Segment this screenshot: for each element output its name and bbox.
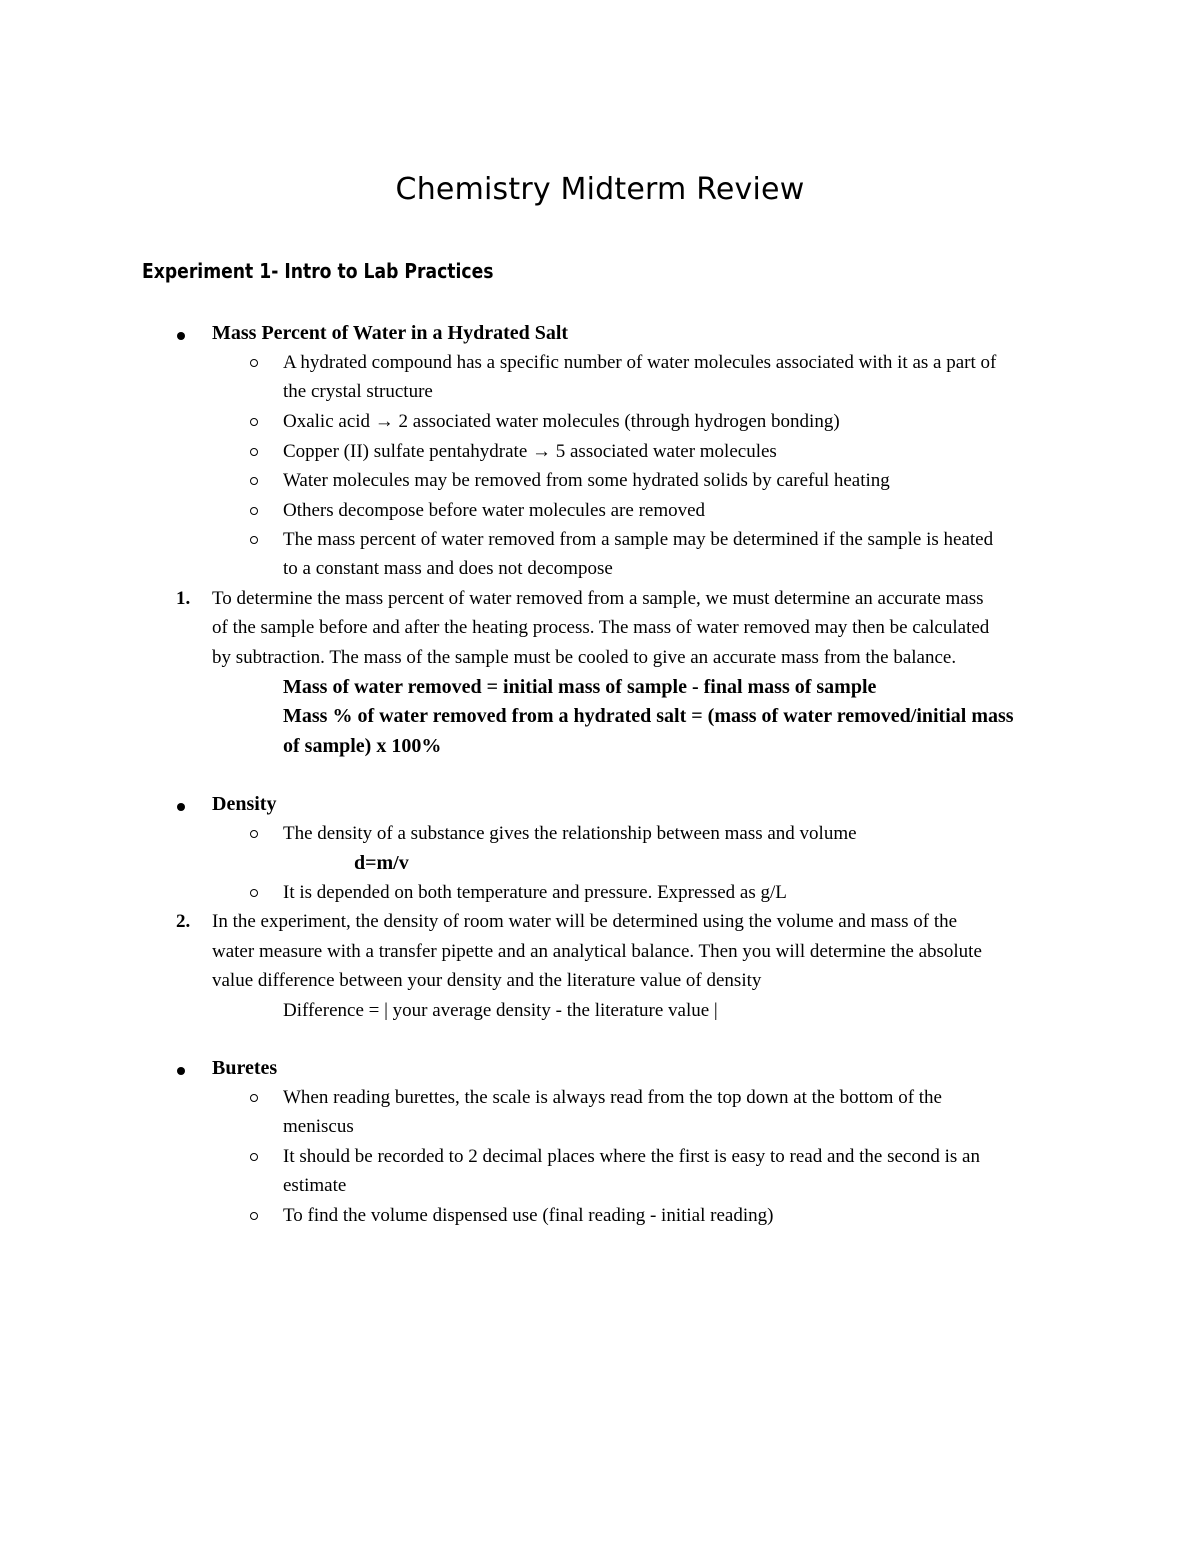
topic-density: Density (212, 793, 277, 815)
bullet-icon (177, 803, 185, 811)
sub-bullet-icon (250, 418, 258, 426)
list-item: To find the volume dispensed use (final reading - initial reading) (283, 1205, 774, 1226)
page-title: Chemistry Midterm Review (395, 172, 805, 207)
list-item: The density of a substance gives the relationship between mass and volume (283, 823, 857, 844)
sub-bullet-icon (250, 448, 258, 456)
sub-bullet-icon (250, 1094, 258, 1102)
list-item: Oxalic acid → 2 associated water molecules (through hydrogen bonding) (283, 411, 840, 432)
list-item: Others decompose before water molecules are removed (283, 500, 706, 521)
formula-continued: of sample) x 100% (283, 735, 442, 757)
difference-formula: Difference = | your average density - the literature value | (283, 1000, 718, 1021)
paragraph-line: value difference between your density and the literature value of density (212, 970, 762, 991)
list-item: It should be recorded to 2 decimal places where the first is easy to read and the second is an (283, 1146, 980, 1167)
numbered-marker: 2. (176, 911, 191, 932)
list-item: A hydrated compound has a specific number of water molecules associated with it as a part of (283, 352, 997, 373)
numbered-marker: 1. (176, 588, 191, 609)
sub-bullet-icon (250, 830, 258, 838)
formula: Mass % of water removed from a hydrated salt = (mass of water removed/initial mass (283, 705, 1014, 727)
list-item-continued: the crystal structure (283, 381, 433, 402)
list-item: The mass percent of water removed from a sample may be determined if the sample is heated (283, 529, 994, 550)
list-item: Copper (II) sulfate pentahydrate → 5 associated water molecules (283, 441, 777, 462)
bullet-icon (177, 332, 185, 340)
sub-bullet-icon (250, 1153, 258, 1161)
sub-bullet-icon (250, 507, 258, 515)
list-item-continued: estimate (283, 1175, 347, 1196)
paragraph-line: water measure with a transfer pipette and an analytical balance. Then you will determine the absolute (212, 941, 982, 962)
sub-bullet-icon (250, 359, 258, 367)
list-item: It is depended on both temperature and pressure. Expressed as g/L (283, 882, 787, 903)
density-formula: d=m/v (354, 852, 409, 874)
sub-bullet-icon (250, 477, 258, 485)
paragraph-line: In the experiment, the density of room water will be determined using the volume and mass of the (212, 911, 958, 932)
paragraph-line: by subtraction. The mass of the sample must be cooled to give an accurate mass from the balance. (212, 647, 957, 668)
list-item: When reading burettes, the scale is always read from the top down at the bottom of the (283, 1087, 942, 1108)
sub-bullet-icon (250, 536, 258, 544)
sub-bullet-icon (250, 1212, 258, 1220)
paragraph-line: of the sample before and after the heating process. The mass of water removed may then be calculated (212, 617, 990, 638)
list-item: Water molecules may be removed from some hydrated solids by careful heating (283, 470, 890, 491)
list-item-continued: meniscus (283, 1116, 354, 1137)
topic-buretes: Buretes (212, 1057, 278, 1079)
sub-bullet-icon (250, 889, 258, 897)
formula: Mass of water removed = initial mass of sample - final mass of sample (283, 676, 877, 698)
section-heading: Experiment 1- Intro to Lab Practices (142, 259, 494, 283)
list-item-continued: to a constant mass and does not decompose (283, 558, 613, 579)
topic-mass-percent: Mass Percent of Water in a Hydrated Salt (212, 322, 569, 344)
paragraph-line: To determine the mass percent of water removed from a sample, we must determine an accurate mass (212, 588, 984, 609)
bullet-icon (177, 1067, 185, 1075)
